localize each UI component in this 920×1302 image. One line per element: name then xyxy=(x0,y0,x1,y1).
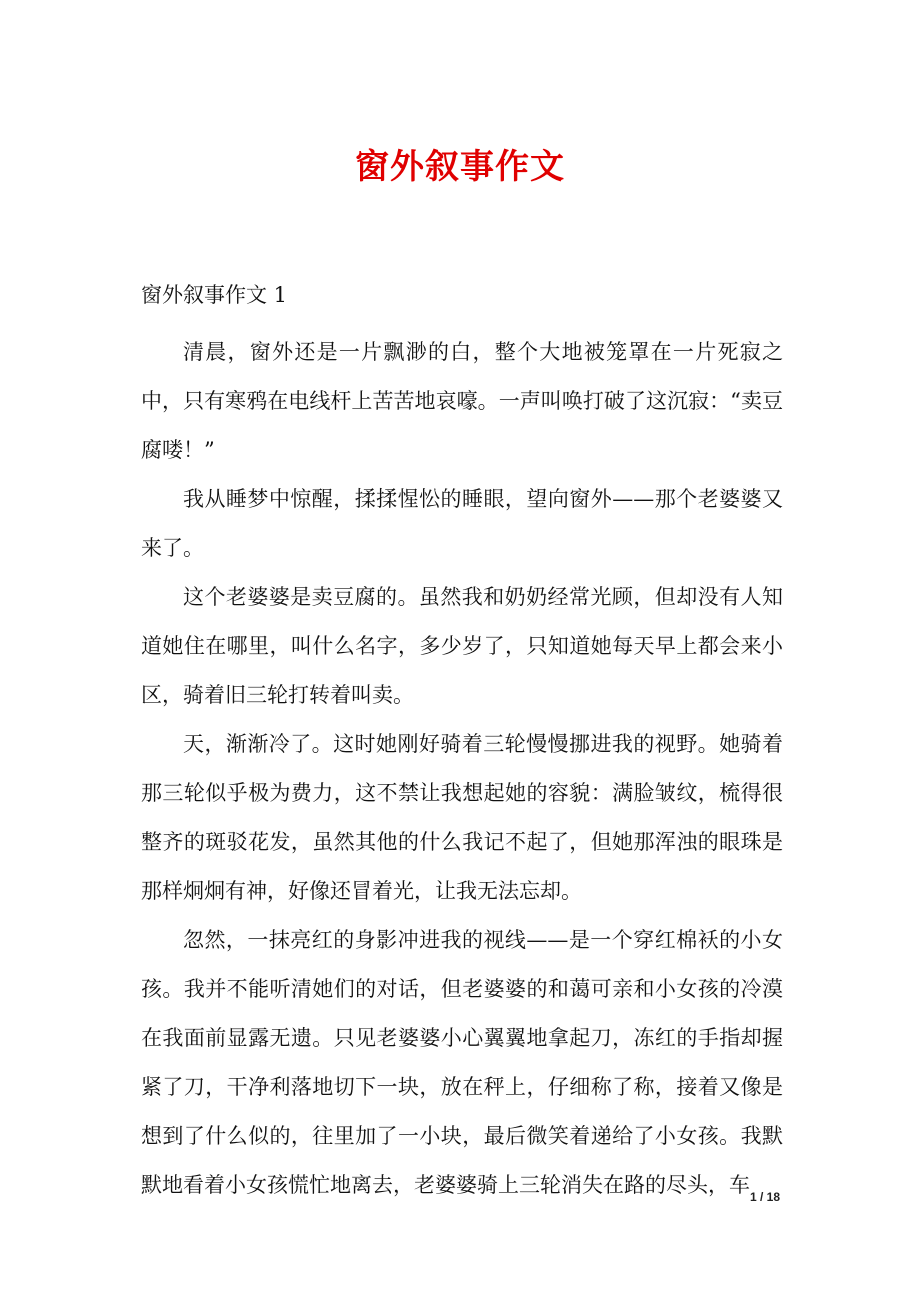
paragraph-3: 这个老婆婆是卖豆腐的。虽然我和奶奶经常光顾，但却没有人知道她住在哪里，叫什么名字，多少岁了，只知道她每天早上都会来小区，骑着旧三轮打转着叫卖。 xyxy=(141,585,783,707)
page-title: 窗外叙事作文 xyxy=(355,147,565,187)
page-number: 1 / 18 xyxy=(749,1190,780,1204)
paragraph-4: 天，渐渐冷了。这时她刚好骑着三轮慢慢挪进我的视野。她骑着那三轮似乎极为费力，这不禁让我想起她的容貌：满脸皱纹，梳得很整齐的斑驳花发，虽然其他的什么我记不起了，但她那浑浊的眼珠是那样炯炯有神，好像还冒着光，让我无法忘却。 xyxy=(141,732,783,903)
paragraph-1: 清晨，窗外还是一片飘渺的白，整个大地被笼罩在一片死寂之中，只有寒鸦在电线杆上苦苦地哀嚎。一声叫唤打破了这沉寂：“卖豆腐喽！” xyxy=(141,340,783,462)
section-heading: 窗外叙事作文 1 xyxy=(141,283,288,307)
paragraph-5: 忽然，一抹亮红的身影冲进我的视线——是一个穿红棉袄的小女孩。我并不能听清她们的对话，但老婆婆的和蔼可亲和小女孩的冷漠在我面前显露无遗。只见老婆婆小心翼翼地拿起刀，冻红的手指却握紧了刀，干净利落地切下一块，放在秤上，仔细称了称，接着又像是想到了什么似的，往里加了一小块，最后微笑着递给了小女孩。我默默地看着小女孩慌忙地离去，老婆婆骑上三轮消失在路的尽头，车 xyxy=(141,928,783,1197)
paragraph-2: 我从睡梦中惊醒，揉揉惺忪的睡眼，望向窗外——那个老婆婆又来了。 xyxy=(141,487,783,560)
document-body xyxy=(141,280,783,1210)
